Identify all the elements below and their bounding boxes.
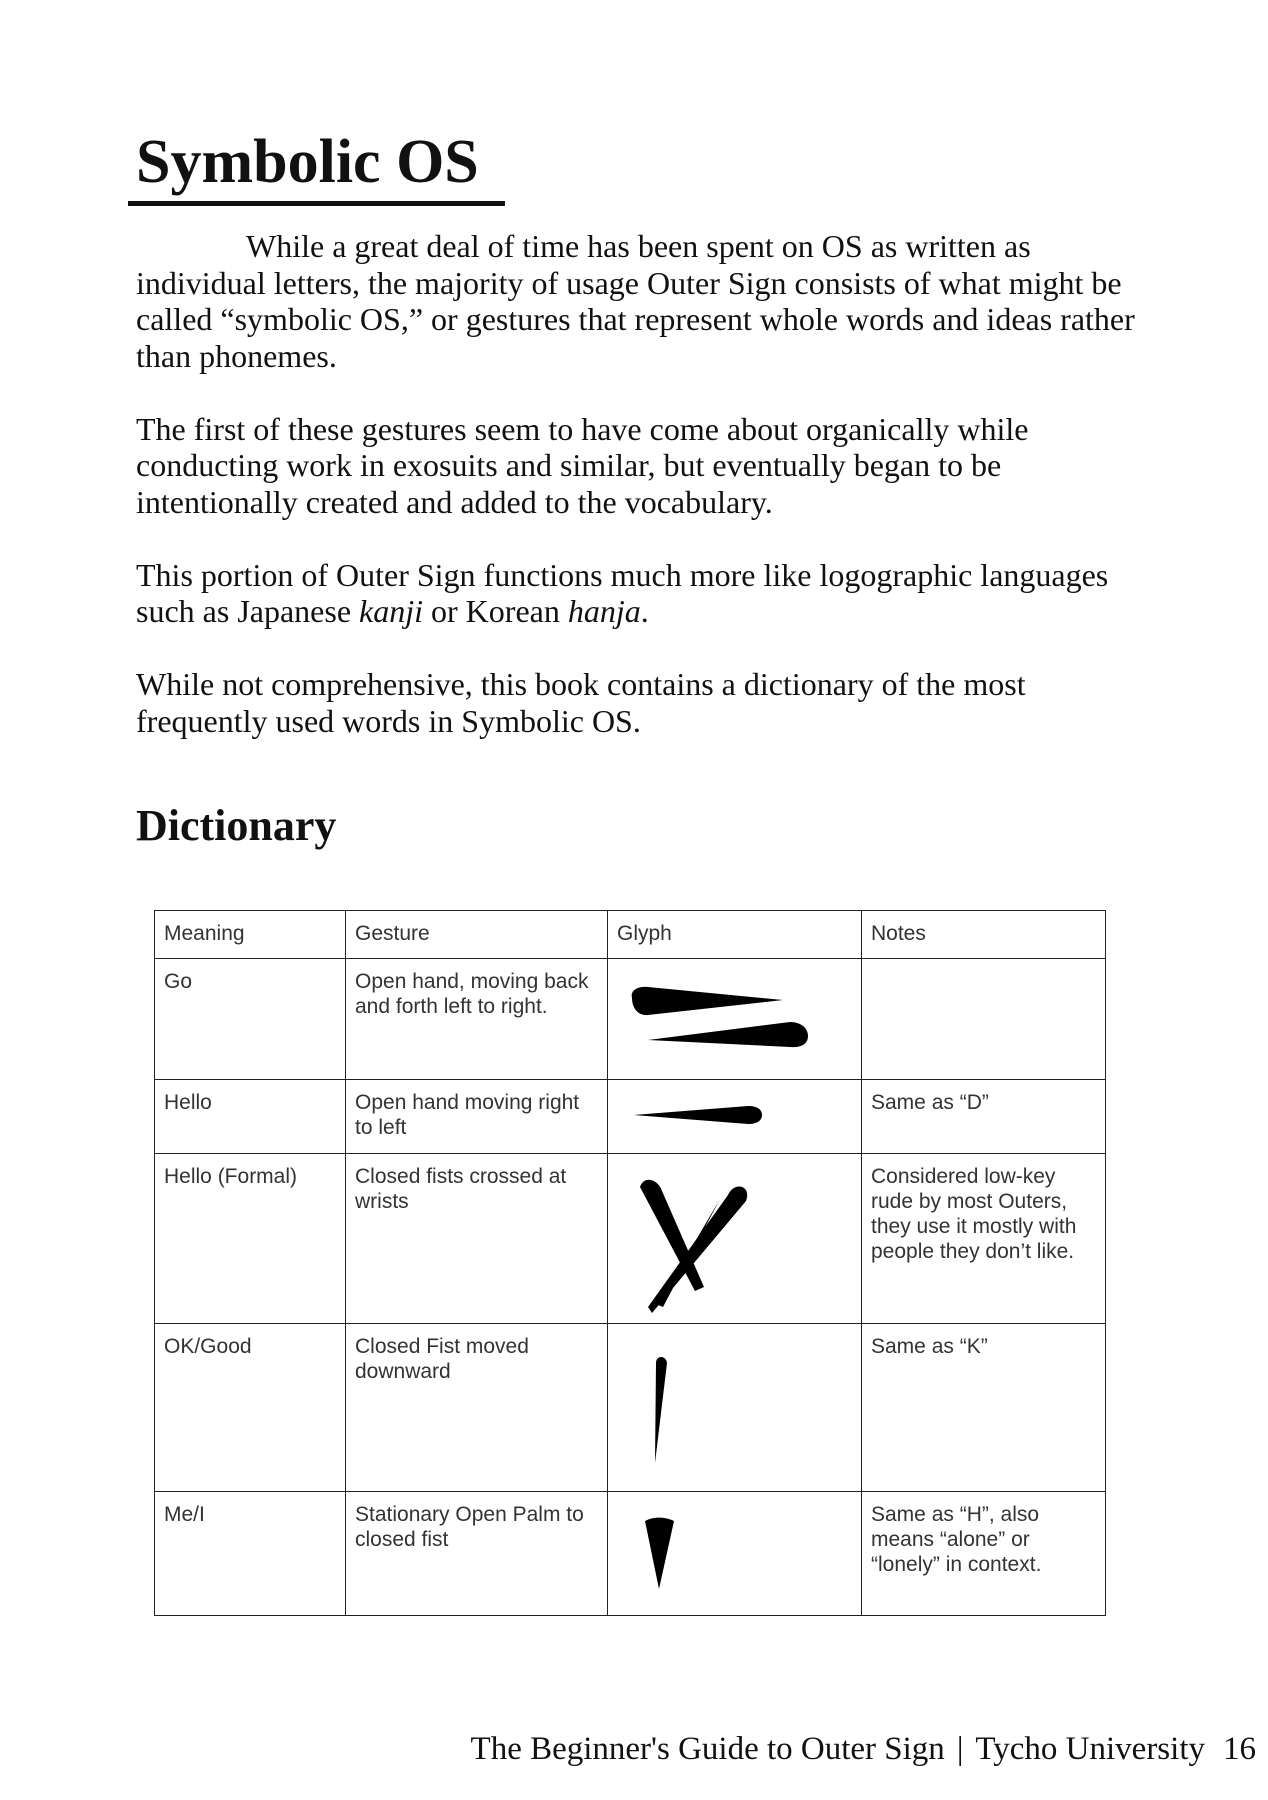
cell-meaning: Hello xyxy=(155,1080,346,1154)
paragraph-3-text-a: This portion of Outer Sign functions much more like logographic languages such as Japanese xyxy=(136,556,1109,629)
paragraph-3 xyxy=(136,557,1146,630)
paragraph-2: The first of these gestures seem to have come about organically while conducting work in exosuits and similar, but eventually began to be intentionally created and added to the vocabulary. xyxy=(136,410,1029,520)
cell-gesture: Open hand, moving back and forth left to right. xyxy=(346,959,608,1080)
table-row xyxy=(155,1324,1106,1492)
table-row xyxy=(155,1492,1106,1616)
paragraph-4: While not comprehensive, this book contains a dictionary of the most frequently used words in Symbolic OS. xyxy=(136,666,1026,739)
footer-separator: | xyxy=(956,1731,964,1767)
table-header-row xyxy=(155,911,1106,959)
cell-glyph xyxy=(608,1324,862,1492)
cell-gesture: Closed Fist moved downward xyxy=(346,1324,608,1492)
cell-glyph xyxy=(608,959,862,1080)
hello-formal-glyph-icon xyxy=(608,1155,843,1323)
paragraph-1: While a great deal of time has been spent on OS as written as individual letters, the majority of usage Outer Sign consists of what might be called “symbolic OS,” or gestures that represent whole words and ideas rather than phonemes. xyxy=(136,228,1135,374)
cell-notes: Same as “K” xyxy=(862,1324,1106,1492)
dictionary-heading: Dictionary xyxy=(136,801,337,850)
cell-glyph xyxy=(608,1080,862,1154)
cell-meaning: Go xyxy=(155,959,346,1080)
body-text xyxy=(136,228,1146,776)
paragraph-3-text-c: . xyxy=(640,593,649,629)
page-number: 16 xyxy=(1223,1731,1256,1767)
hello-glyph-icon xyxy=(608,1081,843,1153)
header-notes: Notes xyxy=(862,911,1106,959)
page-footer xyxy=(471,1731,1256,1768)
cell-gesture: Stationary Open Palm to closed fist xyxy=(346,1492,608,1616)
cell-meaning: OK/Good xyxy=(155,1324,346,1492)
cell-gesture: Closed fists crossed at wrists xyxy=(346,1154,608,1324)
go-glyph-icon xyxy=(608,964,843,1074)
table-row xyxy=(155,1080,1106,1154)
cell-notes: Considered low-key rude by most Outers, they use it mostly with people they don’t like. xyxy=(862,1154,1106,1324)
ok-good-glyph-icon xyxy=(608,1325,843,1491)
cell-notes xyxy=(862,959,1106,1080)
me-i-glyph-icon xyxy=(608,1493,843,1615)
footer-publisher: Tycho University xyxy=(975,1731,1205,1767)
table-row xyxy=(155,1154,1106,1324)
header-glyph: Glyph xyxy=(608,911,862,959)
table-row xyxy=(155,959,1106,1080)
kanji-term: kanji xyxy=(359,593,424,629)
header-gesture: Gesture xyxy=(346,911,608,959)
footer-book-title: The Beginner's Guide to Outer Sign xyxy=(470,1731,945,1767)
cell-glyph xyxy=(608,1492,862,1616)
dictionary-table xyxy=(154,910,1106,1616)
header-meaning: Meaning xyxy=(155,911,346,959)
cell-meaning: Hello (Formal) xyxy=(155,1154,346,1324)
title-underline xyxy=(128,201,505,206)
hanja-term: hanja xyxy=(567,593,641,629)
cell-gesture: Open hand moving right to left xyxy=(346,1080,608,1154)
cell-notes: Same as “D” xyxy=(862,1080,1106,1154)
cell-glyph xyxy=(608,1154,862,1324)
cell-meaning: Me/I xyxy=(155,1492,346,1616)
paragraph-3-text-b: or Korean xyxy=(423,593,568,629)
cell-notes: Same as “H”, also means “alone” or “lonely” in context. xyxy=(862,1492,1106,1616)
page-title: Symbolic OS xyxy=(136,128,479,196)
